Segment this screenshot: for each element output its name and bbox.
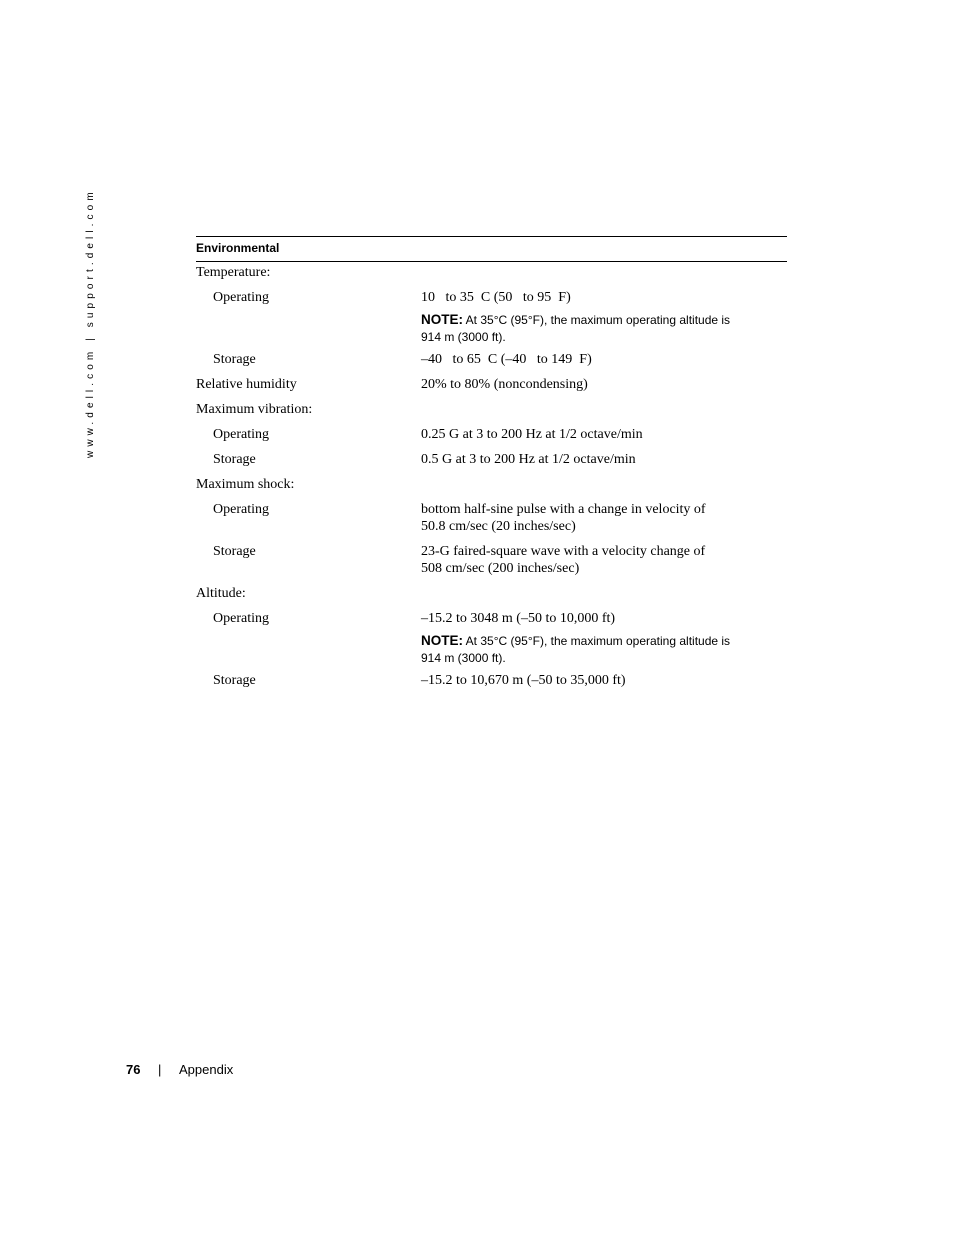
row-value: 20% to 80% (noncondensing) bbox=[421, 377, 588, 392]
note bbox=[421, 632, 746, 667]
note-keyword: NOTE: bbox=[421, 312, 463, 327]
note-text: At 35°C (95°F), the maximum operating altitude is 914 m (3000 ft). bbox=[421, 634, 731, 665]
page-number: 76 bbox=[126, 1062, 141, 1077]
table-title: Environmental bbox=[196, 241, 280, 255]
side-url: www.dell.com | support.dell.com bbox=[85, 188, 96, 458]
row-value: 23-G faired-square wave with a velocity change of 508 cm/sec (200 inches/sec) bbox=[421, 544, 706, 576]
row-label: Storage bbox=[213, 352, 256, 367]
row-value: –15.2 to 3048 m (–50 to 10,000 ft) bbox=[421, 611, 616, 626]
row-label: Operating bbox=[213, 427, 269, 442]
row-value: 0.25 G at 3 to 200 Hz at 1/2 octave/min bbox=[421, 427, 643, 442]
row-value: bottom half-sine pulse with a change in velocity of 50.8 cm/sec (20 inches/sec) bbox=[421, 502, 706, 534]
page-footer bbox=[126, 1062, 234, 1077]
row-label: Operating bbox=[213, 502, 269, 517]
row-label: Storage bbox=[213, 673, 256, 688]
row-value: –40 to 65 C (–40 to 149 F) bbox=[421, 352, 592, 367]
row-value: 0.5 G at 3 to 200 Hz at 1/2 octave/min bbox=[421, 452, 636, 467]
row-label: Storage bbox=[213, 544, 256, 559]
row-value-cell bbox=[421, 610, 761, 667]
row-label: Maximum vibration: bbox=[196, 402, 313, 417]
row-label: Storage bbox=[213, 452, 256, 467]
note-keyword: NOTE: bbox=[421, 633, 463, 648]
row-label: Operating bbox=[213, 290, 269, 305]
row-label: Relative humidity bbox=[196, 377, 297, 392]
row-value: –15.2 to 10,670 m (–50 to 35,000 ft) bbox=[421, 673, 626, 688]
row-label: Operating bbox=[213, 611, 269, 626]
note-text: At 35°C (95°F), the maximum operating altitude is 914 m (3000 ft). bbox=[421, 313, 731, 344]
row-label: Altitude: bbox=[196, 586, 246, 601]
note bbox=[421, 311, 731, 346]
footer-section-title: Appendix bbox=[179, 1062, 234, 1077]
row-value-cell bbox=[421, 289, 761, 346]
row-label: Maximum shock: bbox=[196, 477, 295, 492]
footer-separator: | bbox=[158, 1062, 162, 1077]
row-value: 10 to 35 C (50 to 95 F) bbox=[421, 290, 571, 305]
environmental-table bbox=[196, 236, 787, 688]
row-label: Temperature: bbox=[196, 265, 271, 280]
table-header-rule bbox=[196, 261, 787, 262]
